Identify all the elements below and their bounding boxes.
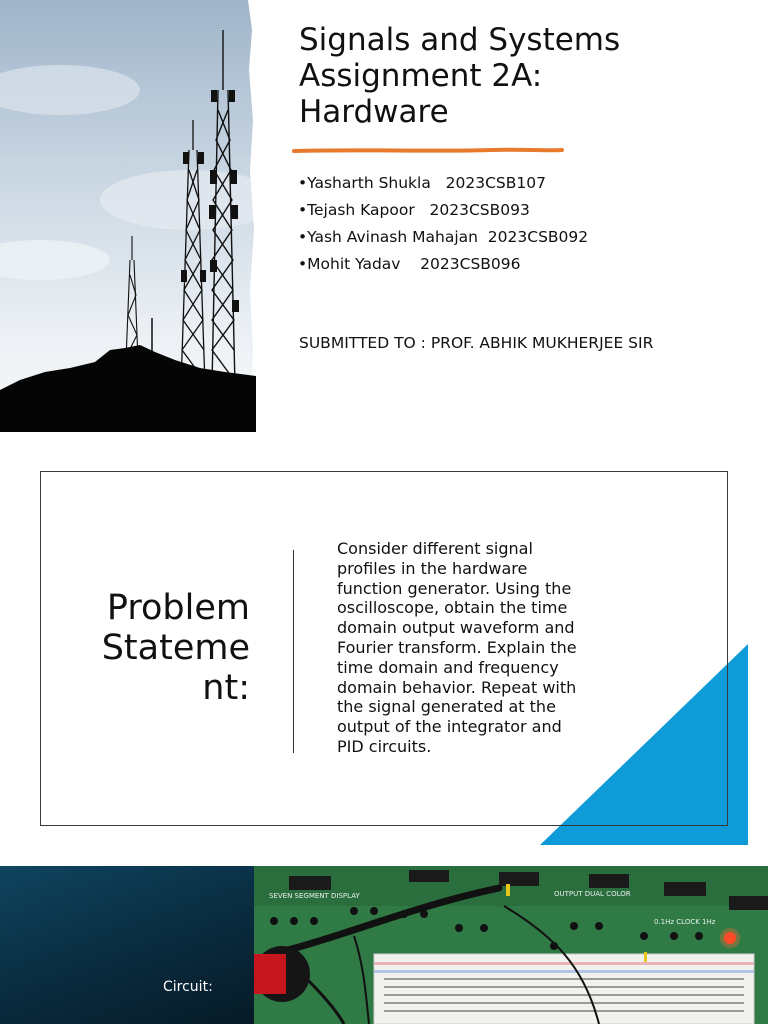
problem-statement-text: Consider different signal profiles in the hardware function generator. Using the oscilloscope, obtain the time domain output waveform and Fourier transform. Explain the time domain and frequency domain behavior. Repeat with the signal generated at the output of the integrator and PID circuits. xyxy=(337,539,577,756)
author-item: •Tejash Kapoor 2023CSB093 xyxy=(298,201,530,219)
vertical-divider xyxy=(293,550,294,753)
circuit-board-photo xyxy=(254,866,768,1024)
svg-text:SEVEN SEGMENT DISPLAY: SEVEN SEGMENT DISPLAY xyxy=(269,892,360,900)
svg-text:0.1Hz CLOCK 1Hz: 0.1Hz CLOCK 1Hz xyxy=(654,918,716,926)
telecom-towers-photo xyxy=(0,0,256,432)
problem-statement-heading: Problem Stateme nt: xyxy=(101,588,250,708)
author-item: •Yash Avinash Mahajan 2023CSB092 xyxy=(298,228,589,246)
slide-title: Signals and Systems Assignment 2A: Hardware xyxy=(299,22,621,130)
circuit-label: Circuit: xyxy=(163,979,213,995)
author-item: •Mohit Yadav 2023CSB096 xyxy=(298,255,521,273)
author-list xyxy=(298,170,588,278)
circuit-slide xyxy=(0,866,768,1024)
title-slide xyxy=(0,0,768,432)
problem-statement-slide xyxy=(0,440,768,860)
svg-text:OUTPUT DUAL COLOR: OUTPUT DUAL COLOR xyxy=(554,890,631,898)
author-item: •Yasharth Shukla 2023CSB107 xyxy=(298,174,546,192)
dark-side-panel xyxy=(0,866,254,1024)
submitted-to: SUBMITTED TO : PROF. ABHIK MUKHERJEE SIR xyxy=(299,334,654,352)
title-accent-line xyxy=(292,146,564,156)
